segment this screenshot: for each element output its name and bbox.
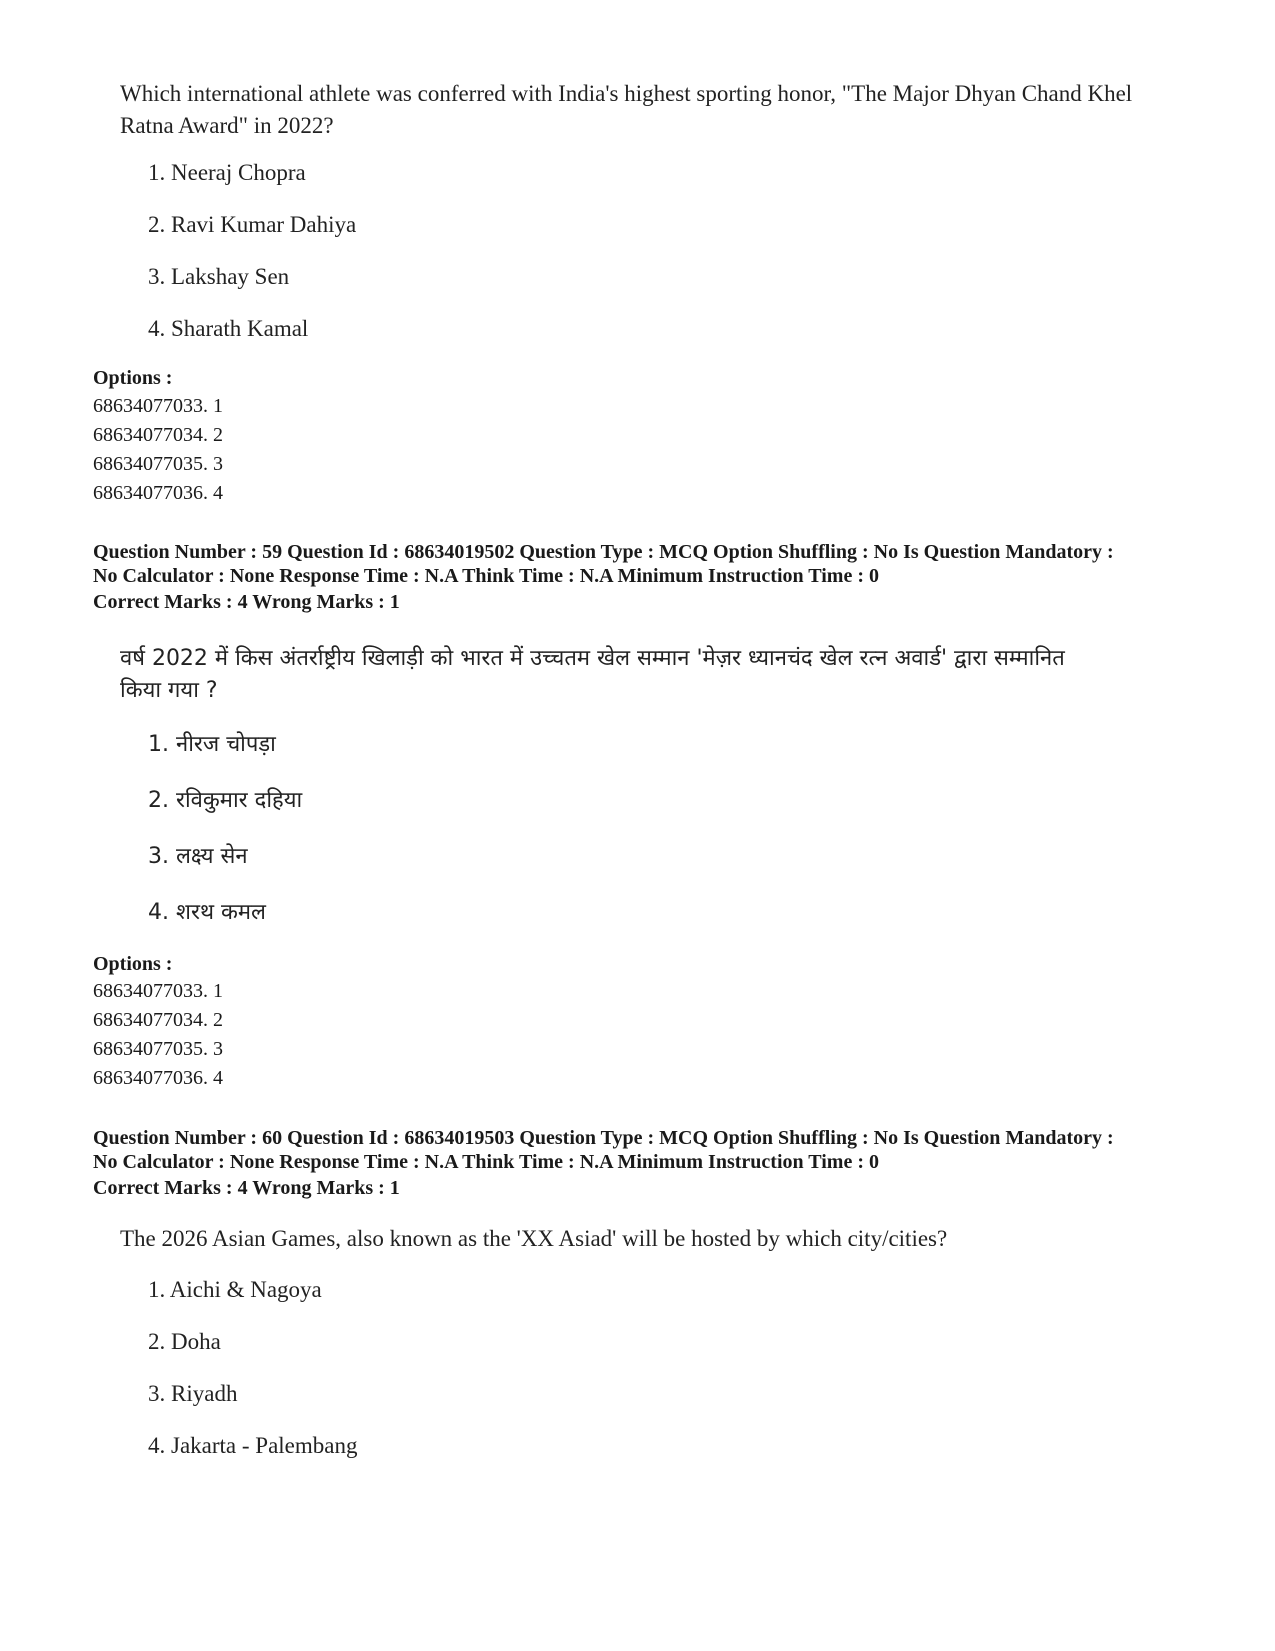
options-list — [93, 977, 223, 1093]
option-id: 68634077036. 4 — [93, 482, 223, 504]
option-id: 68634077034. 2 — [93, 1009, 223, 1031]
choice-4: 4. Sharath Kamal — [148, 316, 309, 341]
question-line: Which international athlete was conferred with India's highest sporting honor, "The Major Dhyan Chand Khel — [120, 81, 1133, 106]
question-text-q60-en — [120, 1223, 1180, 1255]
choice-3: 3. लक्ष्य सेन — [148, 844, 248, 869]
choice-2: 2. रविकुमार दहिया — [148, 788, 303, 813]
question-meta-q59 — [93, 540, 1193, 588]
marks-q60: Correct Marks : 4 Wrong Marks : 1 — [93, 1177, 400, 1199]
question-line: The 2026 Asian Games, also known as the 'XX Asiad' will be hosted by which city/cities? — [120, 1226, 948, 1251]
question-line: वर्ष 2022 में किस अंतर्राष्ट्रीय खिलाड़ी को भारत में उच्चतम खेल सम्मान 'मेज़र ध्यानचंद खेल रत्न अवार्ड' द्वारा सम्मानित — [120, 646, 1065, 671]
choice-1: 1. नीरज चोपड़ा — [148, 732, 276, 757]
choice-3: 3. Riyadh — [148, 1381, 238, 1406]
choice-3: 3. Lakshay Sen — [148, 264, 290, 289]
choice-2: 2. Ravi Kumar Dahiya — [148, 212, 357, 237]
option-id: 68634077035. 3 — [93, 1038, 223, 1060]
choice-4: 4. Jakarta - Palembang — [148, 1433, 358, 1458]
options-label: Options : — [93, 367, 173, 389]
question-line: किया गया ? — [120, 678, 218, 703]
question-meta-q60 — [93, 1126, 1193, 1174]
choice-2: 2. Doha — [148, 1329, 221, 1354]
meta-line: No Calculator : None Response Time : N.A Think Time : N.A Minimum Instruction Time : 0 — [93, 565, 879, 587]
choice-1: 1. Neeraj Chopra — [148, 160, 306, 185]
option-id: 68634077034. 2 — [93, 424, 223, 446]
option-id: 68634077033. 1 — [93, 395, 223, 417]
question-text-q58-en — [120, 78, 1180, 142]
option-id: 68634077033. 1 — [93, 980, 223, 1002]
question-line: Ratna Award" in 2022? — [120, 113, 334, 138]
options-label: Options : — [93, 953, 173, 975]
choice-1: 1. Aichi & Nagoya — [148, 1277, 322, 1302]
option-id: 68634077035. 3 — [93, 453, 223, 475]
question-text-q59-hi — [120, 643, 1180, 707]
meta-line: No Calculator : None Response Time : N.A Think Time : N.A Minimum Instruction Time : 0 — [93, 1151, 879, 1173]
meta-line: Question Number : 59 Question Id : 68634019502 Question Type : MCQ Option Shuffling : No Is Question Mandatory : — [93, 541, 1114, 563]
meta-line: Question Number : 60 Question Id : 68634019503 Question Type : MCQ Option Shuffling : No Is Question Mandatory : — [93, 1127, 1114, 1149]
options-list — [93, 392, 223, 508]
marks-q59: Correct Marks : 4 Wrong Marks : 1 — [93, 591, 400, 613]
option-id: 68634077036. 4 — [93, 1067, 223, 1089]
choice-4: 4. शरथ कमल — [148, 900, 266, 925]
